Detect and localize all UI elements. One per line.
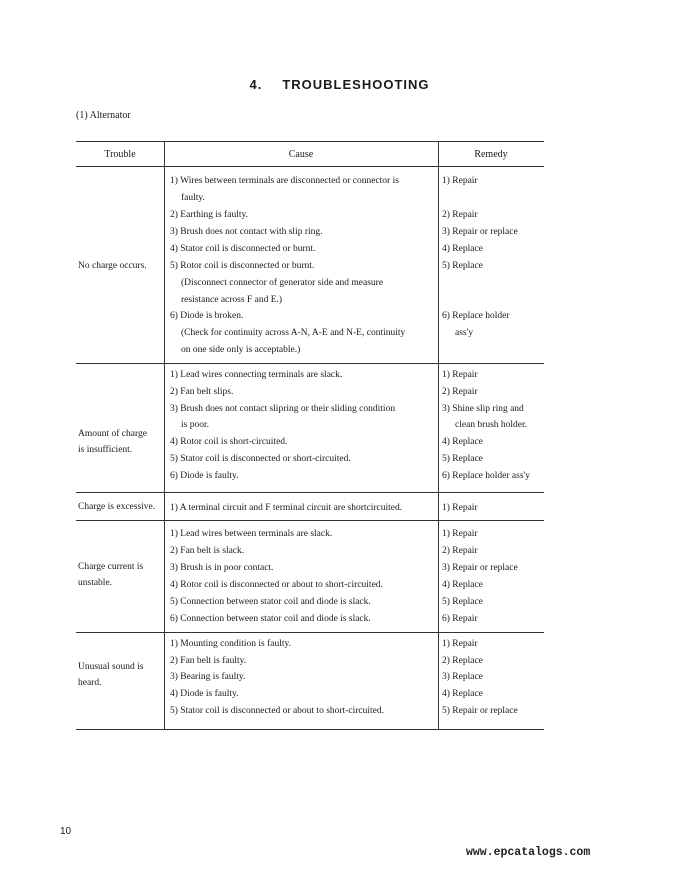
section-number: 4. — [249, 77, 263, 92]
cause-line: 5) Rotor coil is disconnected or burnt. — [170, 261, 315, 271]
cause-line: 1) Lead wires connecting terminals are slack. — [170, 370, 343, 380]
cause-line: 5) Connection between stator coil and diode is slack. — [170, 597, 371, 607]
remedy-line: 6) Replace holder — [442, 311, 510, 321]
trouble-insufficient-charge: Amount of charge is insufficient. — [78, 429, 147, 455]
row-divider — [76, 520, 544, 521]
remedy-line: 1) Repair — [442, 176, 478, 186]
remedy-line: 3) Shine slip ring and — [442, 404, 524, 414]
cause-line: 5) Stator coil is disconnected or short-circuited. — [170, 454, 351, 464]
cause-line: 1) Lead wires between terminals are slack. — [170, 529, 333, 539]
page-title — [0, 77, 679, 92]
cause-line: 4) Diode is faulty. — [170, 689, 239, 699]
remedy-line: 6) Replace holder ass'y — [442, 471, 530, 481]
trouble-unstable-current: Charge current is unstable. — [78, 562, 144, 588]
trouble-excessive-charge: Charge is excessive. — [78, 502, 156, 512]
row-divider — [76, 632, 544, 633]
remedy-line: clean brush holder. — [455, 420, 528, 430]
cause-line: 3) Brush is in poor contact. — [170, 563, 274, 573]
remedy-line: 3) Repair or replace — [442, 227, 518, 237]
cause-line: 2) Fan belt is slack. — [170, 546, 245, 556]
remedy-line: 5) Replace — [442, 454, 483, 464]
cause-line: 2) Earthing is faulty. — [170, 210, 249, 220]
column-divider — [438, 141, 439, 729]
remedy-line: 5) Replace — [442, 261, 483, 271]
cause-line: 6) Connection between stator coil and diode is slack. — [170, 614, 371, 624]
cause-line: (Check for continuity across A-N, A-E and N-E, continuity — [181, 328, 406, 338]
remedy-line: 2) Replace — [442, 656, 483, 666]
row-divider — [76, 492, 544, 493]
cause-line: (Disconnect connector of generator side and measure — [181, 278, 384, 288]
cause-line: 3) Brush does not contact with slip ring. — [170, 227, 323, 237]
remedy-line: 1) Repair — [442, 370, 478, 380]
remedy-line: 1) Repair — [442, 529, 478, 539]
remedy-line: 3) Replace — [442, 672, 483, 682]
table-bottom-rule — [76, 729, 544, 730]
remedy-line: 6) Repair — [442, 614, 478, 624]
page-number: 10 — [60, 826, 72, 837]
remedy-line: 4) Replace — [442, 689, 483, 699]
remedy-line: ass'y — [455, 328, 474, 338]
table-top-rule — [76, 141, 544, 142]
table-header-rule — [76, 166, 544, 167]
remedy-line: 2) Repair — [442, 210, 478, 220]
header-remedy: Remedy — [474, 149, 508, 160]
trouble-unusual-sound: Unusual sound is heard. — [78, 662, 144, 688]
section-title: TROUBLESHOOTING — [282, 77, 430, 92]
remedy-line: 4) Replace — [442, 244, 483, 254]
watermark: www.epcatalogs.com — [466, 846, 591, 859]
cause-line: 5) Stator coil is disconnected or about to short-circuited. — [170, 706, 384, 716]
remedy-line: 5) Replace — [442, 597, 483, 607]
column-divider — [164, 141, 165, 729]
cause-line: 2) Fan belt is faulty. — [170, 656, 247, 666]
remedy-line: 4) Replace — [442, 437, 483, 447]
remedy-line: 1) Repair — [442, 503, 478, 513]
cause-line: 2) Fan belt slips. — [170, 387, 234, 397]
cause-line: on one side only is acceptable.) — [181, 345, 301, 355]
cause-line: 4) Stator coil is disconnected or burnt. — [170, 244, 316, 254]
remedy-line: 2) Repair — [442, 387, 478, 397]
remedy-line: 5) Repair or replace — [442, 706, 518, 716]
header-trouble: Trouble — [104, 149, 136, 160]
remedy-line: 2) Repair — [442, 546, 478, 556]
cause-line: 4) Rotor coil is short-circuited. — [170, 437, 288, 447]
cause-line: 6) Diode is faulty. — [170, 471, 239, 481]
cause-line: 4) Rotor coil is disconnected or about to short-circuited. — [170, 580, 383, 590]
cause-line: resistance across F and E.) — [181, 295, 283, 305]
row-divider — [76, 363, 544, 364]
trouble-no-charge: No charge occurs. — [78, 261, 147, 271]
cause-line: 1) Wires between terminals are disconnected or connector is — [170, 176, 399, 186]
header-cause: Cause — [288, 149, 314, 160]
cause-line: 1) A terminal circuit and F terminal circuit are shortcircuited. — [170, 503, 403, 513]
cause-line: is poor. — [181, 420, 209, 430]
cause-line: faulty. — [181, 193, 205, 203]
remedy-line: 4) Replace — [442, 580, 483, 590]
cause-line: 3) Bearing is faulty. — [170, 672, 246, 682]
remedy-line: 3) Repair or replace — [442, 563, 518, 573]
remedy-line: 1) Repair — [442, 639, 478, 649]
subsection-title: (1) Alternator — [76, 110, 131, 121]
cause-line: 6) Diode is broken. — [170, 311, 244, 321]
cause-line: 3) Brush does not contact slipring or their sliding condition — [170, 404, 396, 414]
cause-line: 1) Mounting condition is faulty. — [170, 639, 292, 649]
